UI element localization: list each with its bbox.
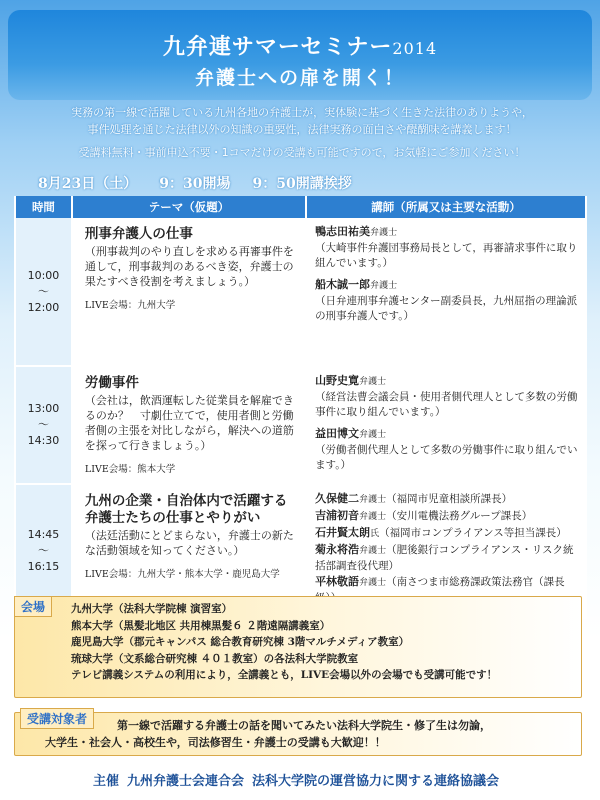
open-time: 9：30開場 [159,176,231,192]
theme-venue: LIVE会場：九州大学 [84,300,176,311]
session-start: 14:45 [27,528,60,541]
session-sep: ～ [37,418,49,431]
speaker-entry [315,542,579,574]
speaker-description: （日弁連刑事弁護センター副委員長，九州屈指の理論派の刑事弁護人です。） [315,295,578,322]
speaker-description: （福岡市コンプライアンス等担当課長） [379,527,567,539]
theme-title: 九州の企業・自治体内で活躍する弁護士たちの仕事とやりがい [84,493,288,526]
title-year: 2014 [392,39,438,58]
speaker-role: 弁護士 [359,546,387,556]
host-organization-1: 九州弁護士会連合会 [126,774,244,789]
speaker-name: 久保健二 [315,492,360,505]
theme-description: （法廷活動にとどまらない，弁護士の新たな活動領域を知ってください。） [84,529,294,557]
session-start: 10:00 [27,268,60,282]
intro-line-1 [22,104,582,138]
speaker-role: 弁護士 [370,281,398,291]
target-line-1: 第一線で活躍する弁護士の話を聞いてみたい法科大学院生・修了生は勿論， [117,719,491,732]
theme-title: 労働事件 [84,375,139,391]
session-speakers [306,366,586,484]
intro-line-2: 受講料無料・事前申込不要・1コマだけの受講も可能ですので，お気軽にご参加ください！ [78,146,526,159]
schedule-table [14,196,587,619]
speaker-description: （経営法曹会議会員・使用者側代理人として多数の労働事件に取り組んでいます。） [315,391,578,418]
venue-line: テレビ講義システムの利用により，全講義とも，LIVE会場以外の会場でも受講可能です！ [71,669,498,681]
speaker-description: （南さつま市総務課政策法務官（課長 [386,576,565,588]
venue-label: 会場 [14,596,52,617]
speaker-entry [315,508,579,525]
session-end: 14:30 [27,434,60,447]
speaker-entry [315,277,579,294]
speaker-entry [315,373,579,390]
page-subtitle: 弁護士への扉を開く！ [194,67,405,89]
intro-line-1-a: 実務の第一線で活躍している九州各地の弁護士が，実体験に基づく生きた法律のありようや， [71,106,533,119]
target-section [14,712,582,756]
theme-venue: LIVE会場：熊本大学 [84,464,176,475]
schedule-header-row [15,196,586,218]
session-time [15,366,72,484]
venue-line: 琉球大学（文系総合研究棟 ４０１教室）の各法科大学院教室 [71,652,359,665]
table-row [15,366,586,484]
intro-text [22,104,582,167]
speaker-role: 氏 [370,529,380,539]
speaker-name: 平林敬語 [315,575,360,588]
seminar-date: 8月23日（土） [38,176,138,192]
speaker-role: 弁護士 [359,377,387,387]
speaker-description: （労働者側代理人として多数の労働事件に取り組んでいます。） [315,444,578,471]
venue-line: 熊本大学（黒髪北地区 共用棟黒髪６ ２階遠隔講義室） [71,619,331,632]
title-text: 九弁連サマーセミナー [162,34,393,60]
session-start: 13:00 [27,402,60,415]
intro-line-1-b: 事件処理を通じた法律以外の知識の重要性，法律実務の面白さや醍醐味を講義します！ [87,123,517,136]
session-time [15,218,72,366]
theme-venue: LIVE会場：九州大学・熊本大学・鹿児島大学 [84,569,280,580]
theme-description: （会社は，飲酒運転した従業員を解雇できるのか？ 寸劇仕立てで，使用者側と労働者側の主張を対比しながら，解決への道筋を探って行きましょう。） [84,394,294,452]
speaker-entry [315,525,579,542]
session-sep: ～ [37,544,49,557]
header-speaker: 講師（所属又は主要な活動） [306,196,586,218]
target-line-2: 大学生・社会人・高校生や，司法修習生・弁護士の受講も大歓迎！！ [45,736,386,749]
speaker-name: 船木誠一郎 [315,278,371,291]
target-label: 受講対象者 [20,708,94,729]
theme-description: （刑事裁判のやり直しを求める再審事件を通して，刑事裁判のあるべき姿，弁護士の果たすべき役割を考えましょう。） [84,245,294,288]
page-title [0,30,600,61]
speaker-name: 菊永将浩 [315,543,360,556]
speaker-description: （安川電機法務グループ課長） [386,510,533,522]
session-end: 16:15 [27,560,60,573]
speaker-role: 弁護士 [370,228,398,238]
speaker-name: 鴨志田祐美 [315,225,371,238]
venue-line: 鹿児島大学（郡元キャンパス 総合教育研究棟 3階マルチメディア教室） [71,636,410,648]
speaker-name: 山野史寛 [315,374,360,387]
session-theme [72,218,306,366]
session-speakers [306,218,586,366]
speaker-role: 弁護士 [359,578,387,588]
venue-line: 九州大学（法科大学院棟 演習室） [71,603,233,615]
speaker-entry [315,491,579,508]
speaker-name: 吉浦初音 [315,509,360,522]
speaker-role: 弁護士 [359,512,387,522]
session-end: 12:00 [27,300,60,314]
speaker-name: 石井賢太朗 [315,526,371,539]
header-theme: テーマ（仮題） [72,196,306,218]
organizer-footer [0,770,600,789]
header-time: 時間 [15,196,72,218]
host-organization-2: 法科大学院の運営協力に関する連絡協議会 [252,774,500,789]
date-line [38,173,374,193]
table-row [15,218,586,366]
speaker-role: 弁護士 [359,495,387,505]
speaker-name: 益田博文 [315,427,360,440]
speaker-description: （肥後銀行コンプライアンス・リスク統括部調査役代理） [315,544,574,572]
greeting-time: 9：50開講挨拶 [252,176,352,192]
speaker-entry [315,224,579,241]
session-sep: ～ [37,284,49,298]
speaker-description: （福岡市児童相談所課長） [386,493,513,505]
host-label: 主催 [92,774,119,789]
theme-title: 刑事弁護人の仕事 [84,226,193,242]
venue-section [14,596,582,698]
speaker-role: 弁護士 [359,430,387,440]
session-theme [72,366,306,484]
speaker-description: （大崎事件弁護団事務局長として，再審請求事件に取り組んでいます。） [315,242,578,269]
speaker-entry [315,426,579,443]
